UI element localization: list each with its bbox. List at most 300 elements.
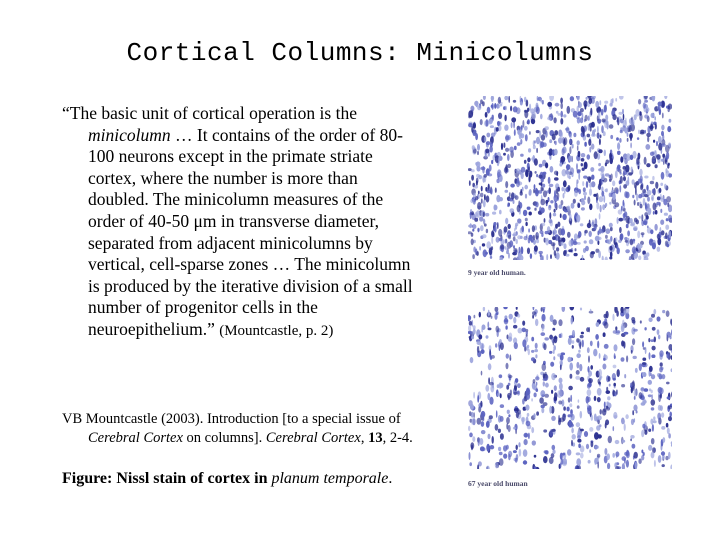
stained-neuron — [588, 378, 593, 383]
stained-neuron — [560, 118, 563, 125]
stained-neuron — [644, 100, 648, 103]
stained-neuron — [468, 426, 470, 431]
stained-neuron — [560, 354, 564, 360]
stained-neuron — [563, 180, 567, 187]
stained-neuron — [632, 380, 635, 386]
stained-neuron — [599, 353, 601, 359]
stained-neuron — [602, 364, 606, 370]
stained-neuron — [477, 202, 481, 210]
stained-neuron — [557, 187, 560, 192]
stained-neuron — [522, 398, 525, 404]
stained-neuron — [577, 96, 580, 101]
stained-neuron — [529, 191, 532, 196]
stained-neuron — [612, 373, 616, 380]
stained-neuron — [535, 376, 539, 380]
stained-neuron — [627, 138, 629, 142]
stained-neuron — [545, 200, 548, 204]
stained-neuron — [643, 102, 646, 108]
stained-neuron — [657, 329, 660, 335]
stained-neuron — [554, 149, 558, 155]
stained-neuron — [617, 247, 620, 254]
stained-neuron — [644, 327, 646, 330]
stained-neuron — [623, 176, 626, 181]
stained-neuron — [659, 350, 663, 357]
stained-neuron — [527, 413, 530, 417]
stained-neuron — [521, 226, 524, 232]
stained-neuron — [607, 239, 611, 244]
stained-neuron — [638, 256, 641, 261]
stained-neuron — [644, 218, 648, 225]
stained-neuron — [620, 233, 623, 240]
stained-neuron — [651, 314, 655, 318]
stained-neuron — [472, 436, 475, 442]
stained-neuron — [658, 335, 660, 340]
stained-neuron — [492, 436, 494, 444]
stained-neuron — [641, 430, 644, 437]
stained-neuron — [503, 307, 507, 309]
stained-neuron — [618, 209, 623, 214]
stained-neuron — [579, 364, 582, 371]
stained-neuron — [643, 347, 646, 350]
stained-neuron — [589, 188, 592, 196]
stained-neuron — [580, 223, 584, 226]
stained-neuron — [664, 96, 667, 99]
stained-neuron — [525, 169, 529, 177]
stained-neuron — [603, 358, 606, 361]
stained-neuron — [509, 240, 513, 247]
stained-neuron — [474, 185, 478, 189]
quote-open: “The basic unit of cortical operation is the — [62, 103, 357, 123]
stained-neuron — [470, 223, 472, 228]
stained-neuron — [499, 374, 503, 378]
stained-neuron — [655, 164, 658, 168]
stained-neuron — [554, 171, 558, 176]
stained-neuron — [596, 425, 600, 431]
stained-neuron — [481, 198, 483, 203]
stained-neuron — [570, 96, 574, 101]
stained-neuron — [569, 213, 572, 221]
stained-neuron — [517, 408, 519, 412]
stained-neuron — [669, 231, 672, 239]
stained-neuron — [635, 368, 638, 373]
stained-neuron — [495, 187, 497, 193]
stained-neuron — [527, 119, 530, 124]
stained-neuron — [581, 158, 585, 162]
stained-neuron — [623, 200, 625, 206]
stained-neuron — [590, 167, 594, 172]
stained-neuron — [605, 228, 610, 234]
stained-neuron — [495, 343, 497, 347]
stained-neuron — [523, 449, 528, 457]
stained-neuron — [551, 429, 556, 432]
stained-neuron — [624, 310, 626, 315]
stained-neuron — [657, 413, 661, 420]
stained-neuron — [661, 125, 664, 131]
stained-neuron — [486, 195, 490, 202]
stained-neuron — [583, 129, 585, 136]
stained-neuron — [549, 351, 552, 354]
stained-neuron — [615, 170, 618, 178]
stained-neuron — [558, 319, 562, 326]
stained-neuron — [607, 401, 609, 404]
stained-neuron — [587, 404, 589, 408]
stained-neuron — [477, 151, 479, 155]
stained-neuron — [545, 162, 548, 168]
stained-neuron — [657, 316, 661, 321]
stained-neuron — [489, 119, 493, 124]
stained-neuron — [544, 218, 546, 223]
stained-neuron — [605, 203, 607, 207]
stained-neuron — [572, 340, 575, 344]
stained-neuron — [660, 405, 663, 411]
stained-neuron — [513, 450, 517, 453]
stained-neuron — [536, 130, 540, 133]
stained-neuron — [486, 444, 490, 452]
stained-neuron — [568, 156, 572, 162]
stained-neuron — [581, 332, 584, 335]
stained-neuron — [562, 307, 566, 312]
stained-neuron — [482, 243, 485, 246]
stained-neuron — [660, 183, 663, 186]
stained-neuron — [554, 336, 558, 344]
stained-neuron — [478, 191, 480, 195]
stained-neuron — [654, 336, 656, 342]
stained-neuron — [498, 113, 502, 119]
stained-neuron — [653, 140, 655, 143]
stained-neuron — [587, 347, 590, 353]
stained-neuron — [584, 230, 587, 234]
stained-neuron — [634, 200, 636, 206]
stained-neuron — [552, 445, 556, 450]
stained-neuron — [651, 394, 653, 399]
stained-neuron — [589, 239, 594, 244]
stained-neuron — [612, 453, 615, 458]
stained-neuron — [603, 195, 605, 203]
stained-neuron — [668, 104, 672, 110]
stained-neuron — [532, 315, 534, 319]
stained-neuron — [577, 170, 581, 174]
stained-neuron — [505, 190, 509, 193]
stained-neuron — [514, 146, 517, 150]
stained-neuron — [594, 151, 598, 159]
stained-neuron — [555, 141, 557, 146]
stained-neuron — [552, 450, 555, 454]
stained-neuron — [541, 332, 546, 336]
stained-neuron — [626, 460, 629, 468]
stained-neuron — [606, 406, 608, 409]
stained-neuron — [652, 96, 656, 101]
stained-neuron — [576, 458, 581, 466]
stained-neuron — [517, 205, 521, 213]
stained-neuron — [591, 122, 595, 128]
stained-neuron — [480, 225, 484, 231]
stained-neuron — [550, 254, 552, 259]
stained-neuron — [548, 205, 551, 211]
stained-neuron — [624, 424, 626, 431]
stained-neuron — [601, 191, 604, 197]
stained-neuron — [581, 207, 585, 210]
stained-neuron — [578, 399, 580, 402]
stained-neuron — [578, 350, 580, 353]
stained-neuron — [525, 218, 528, 222]
stained-neuron — [668, 433, 671, 438]
stained-neuron — [534, 158, 538, 165]
reference-journal-in-title: Cerebral Cortex — [88, 429, 183, 446]
stained-neuron — [623, 341, 625, 348]
stained-neuron — [604, 150, 606, 157]
stained-neuron — [576, 215, 580, 223]
stained-neuron — [668, 173, 672, 177]
stained-neuron — [469, 452, 471, 460]
stained-neuron — [525, 405, 529, 411]
stained-neuron — [588, 115, 590, 121]
stained-neuron — [524, 185, 528, 190]
stained-neuron — [517, 177, 519, 184]
stained-neuron — [632, 195, 634, 198]
stained-neuron — [557, 390, 562, 398]
stained-neuron — [567, 357, 571, 363]
stained-neuron — [534, 245, 538, 251]
stained-neuron — [597, 397, 601, 402]
stained-neuron — [475, 196, 478, 200]
stained-neuron — [551, 416, 556, 421]
stained-neuron — [561, 241, 564, 245]
stained-neuron — [545, 238, 549, 246]
stained-neuron — [522, 328, 526, 333]
stained-neuron — [586, 444, 589, 449]
stained-neuron — [648, 394, 652, 397]
stained-neuron — [468, 110, 473, 118]
stained-neuron — [577, 439, 581, 443]
stained-neuron — [594, 396, 597, 401]
stained-neuron — [470, 404, 474, 410]
stained-neuron — [534, 184, 536, 189]
stained-neuron — [534, 349, 538, 352]
stained-neuron — [492, 212, 496, 215]
stained-neuron — [494, 103, 496, 109]
stained-neuron — [489, 247, 493, 255]
stained-neuron — [658, 136, 662, 144]
stained-neuron — [486, 149, 490, 154]
stained-neuron — [642, 358, 646, 361]
stained-neuron — [627, 230, 630, 236]
stained-neuron — [482, 234, 487, 238]
stained-neuron — [549, 219, 553, 224]
stained-neuron — [554, 209, 556, 213]
stained-neuron — [571, 317, 573, 325]
stained-neuron — [626, 224, 629, 229]
stained-neuron — [515, 195, 519, 200]
stained-neuron — [560, 103, 563, 110]
stained-neuron — [507, 164, 511, 168]
stained-neuron — [609, 158, 613, 164]
stained-neuron — [662, 464, 665, 467]
stained-neuron — [533, 307, 535, 310]
stained-neuron — [591, 441, 594, 447]
stained-neuron — [556, 247, 559, 251]
stained-neuron — [513, 236, 516, 241]
quote-citation: (Mountcastle, p. 2) — [219, 322, 334, 339]
stained-neuron — [578, 189, 581, 194]
stained-neuron — [536, 382, 538, 386]
stained-neuron — [585, 246, 589, 252]
stained-neuron — [486, 119, 489, 127]
stained-neuron — [646, 163, 650, 167]
stained-neuron — [524, 97, 526, 102]
stained-neuron — [567, 407, 570, 412]
stained-neuron — [519, 133, 522, 140]
stained-neuron — [654, 224, 657, 231]
stained-neuron — [548, 177, 551, 184]
stained-neuron — [524, 433, 529, 438]
stained-neuron — [524, 126, 528, 131]
stained-neuron — [499, 210, 502, 215]
stained-neuron — [498, 447, 501, 451]
stained-neuron — [469, 433, 473, 438]
stained-neuron — [572, 434, 576, 440]
stained-neuron — [505, 181, 508, 188]
stained-neuron — [517, 314, 520, 318]
stained-neuron — [661, 159, 664, 162]
stained-neuron — [528, 235, 532, 240]
stained-neuron — [557, 222, 560, 228]
stained-neuron — [617, 217, 619, 224]
stained-neuron — [550, 166, 554, 173]
stained-neuron — [543, 343, 546, 350]
stained-neuron — [670, 464, 672, 469]
stained-neuron — [637, 231, 640, 239]
stained-neuron — [572, 144, 574, 149]
stained-neuron — [589, 98, 593, 104]
stained-neuron — [606, 387, 608, 392]
stained-neuron — [624, 458, 626, 464]
stained-neuron — [510, 208, 515, 213]
stained-neuron — [655, 210, 658, 215]
stained-neuron — [478, 229, 480, 232]
stained-neuron — [544, 394, 549, 398]
stained-neuron — [615, 98, 617, 102]
stained-neuron — [660, 220, 664, 225]
stained-neuron — [609, 246, 612, 251]
stained-neuron — [582, 168, 585, 171]
stained-neuron — [638, 458, 641, 464]
stained-neuron — [587, 154, 591, 159]
stained-neuron — [651, 354, 655, 358]
reference-mid: on columns]. — [182, 429, 266, 446]
stained-neuron — [477, 395, 479, 403]
stained-neuron — [552, 236, 556, 240]
stained-neuron — [650, 181, 654, 185]
stained-neuron — [612, 314, 614, 321]
stained-neuron — [653, 203, 657, 211]
stained-neuron — [637, 243, 640, 250]
stained-neuron — [644, 254, 647, 259]
stained-neuron — [490, 445, 495, 449]
stained-neuron — [641, 232, 645, 235]
stained-neuron — [490, 385, 494, 393]
stained-neuron — [576, 362, 579, 369]
stained-neuron — [475, 133, 478, 140]
stained-neuron — [609, 223, 613, 228]
stained-neuron — [493, 222, 496, 226]
stained-neuron — [588, 355, 590, 362]
stained-neuron — [575, 376, 580, 380]
stained-neuron — [567, 449, 571, 456]
stained-neuron — [570, 410, 573, 417]
stained-neuron — [606, 160, 610, 165]
stained-neuron — [554, 385, 557, 391]
stained-neuron — [666, 353, 669, 358]
stained-neuron — [599, 213, 601, 219]
stained-neuron — [624, 374, 626, 378]
stained-neuron — [543, 429, 547, 432]
stained-neuron — [635, 109, 639, 117]
stained-neuron — [598, 149, 602, 153]
stained-neuron — [507, 204, 510, 207]
stained-neuron — [570, 374, 573, 379]
stained-neuron — [562, 413, 566, 421]
stained-neuron — [578, 231, 582, 238]
stained-neuron — [603, 332, 606, 337]
stained-neuron — [565, 128, 570, 131]
stained-neuron — [644, 114, 649, 118]
stained-neuron — [545, 231, 549, 234]
stained-neuron — [569, 240, 574, 247]
stained-neuron — [617, 369, 620, 377]
stained-neuron — [658, 387, 663, 393]
stained-neuron — [649, 366, 653, 372]
stained-neuron — [542, 394, 545, 397]
stained-neuron — [480, 119, 483, 125]
stained-neuron — [481, 186, 483, 192]
stained-neuron — [473, 329, 476, 335]
stained-neuron — [612, 114, 616, 120]
stained-neuron — [477, 418, 482, 425]
stained-neuron — [604, 189, 607, 192]
stained-neuron — [525, 110, 529, 113]
stained-neuron — [604, 344, 609, 349]
stained-neuron — [567, 232, 571, 238]
stained-neuron — [587, 383, 591, 388]
stained-neuron — [571, 440, 573, 447]
stained-neuron — [653, 309, 656, 315]
stained-neuron — [494, 204, 497, 211]
stained-neuron — [643, 452, 645, 456]
stained-neuron — [620, 156, 623, 163]
stained-neuron — [602, 204, 605, 210]
stained-neuron — [559, 360, 563, 365]
stained-neuron — [666, 423, 669, 428]
stained-neuron — [563, 193, 565, 199]
stained-neuron — [569, 139, 571, 145]
stained-neuron — [622, 463, 625, 469]
stained-neuron — [599, 138, 601, 145]
stained-neuron — [505, 218, 508, 225]
stained-neuron — [615, 451, 619, 457]
stained-neuron — [519, 449, 522, 457]
stained-neuron — [609, 202, 611, 205]
stained-neuron — [653, 420, 657, 423]
stained-neuron — [470, 209, 472, 212]
stained-neuron — [656, 202, 661, 205]
stained-neuron — [648, 338, 650, 342]
stained-neuron — [591, 175, 594, 180]
stained-neuron — [511, 117, 516, 122]
stained-neuron — [535, 343, 538, 349]
stained-neuron — [632, 246, 637, 253]
stained-neuron — [576, 116, 580, 119]
stained-neuron — [569, 134, 572, 139]
